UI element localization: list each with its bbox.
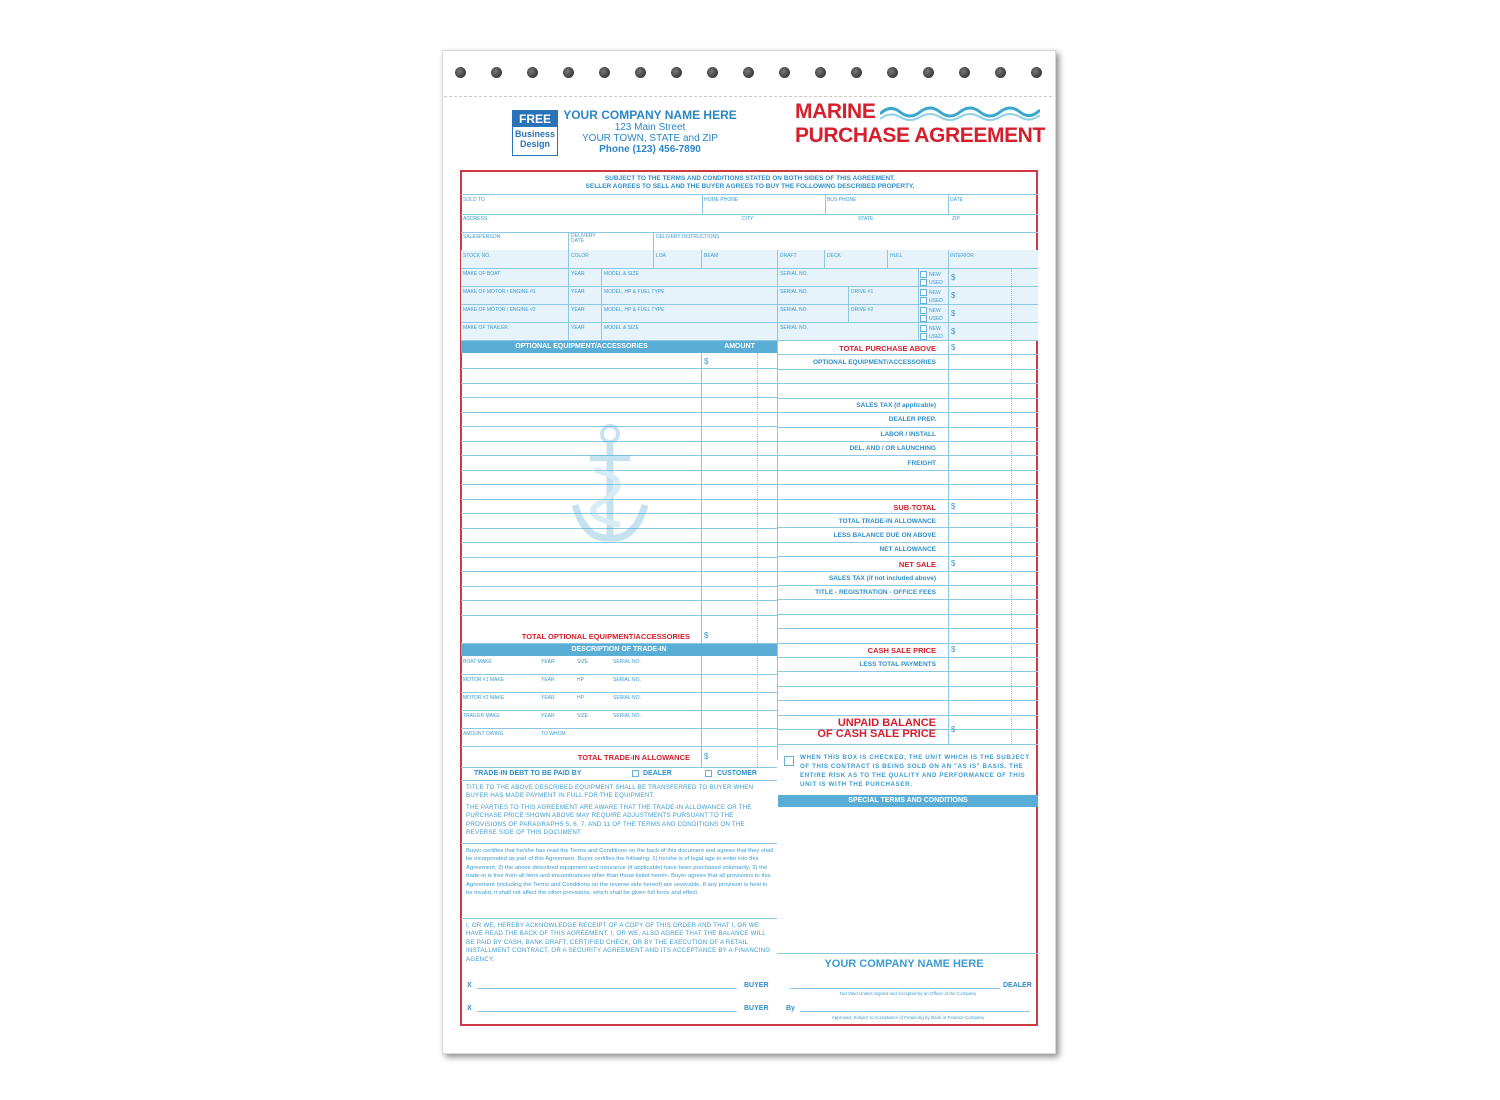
equipment-row-line[interactable] [461, 557, 777, 558]
color-label: COLOR [571, 253, 589, 259]
title-registration-label: TITLE - REGISTRATION - OFFICE FEES [815, 589, 936, 596]
binding-hole [455, 67, 466, 78]
dealer-prep-label: DEALER PREP. [888, 416, 936, 423]
net-sale-label: NET SALE [898, 560, 936, 569]
dollar-sign: $ [704, 631, 709, 640]
summary-row-line [777, 441, 1038, 442]
less-payments-label: LESS TOTAL PAYMENTS [859, 661, 936, 668]
dollar-sign: $ [951, 309, 956, 318]
cash-sale-price-label: CASH SALE PRICE [867, 646, 936, 655]
new-checkbox[interactable] [920, 289, 927, 296]
amount-owing-label: AMOUNT OWING [463, 731, 504, 737]
dollar-sign: $ [704, 752, 709, 761]
summary-row-line [777, 455, 1038, 456]
unpaid-line1: UNPAID BALANCE [837, 717, 936, 729]
legal-title-paragraph: TITLE TO THE ABOVE DESCRIBED EQUIPMENT SHALL BE TRANSFERRED TO BUYER WHEN BUYER HAS MADE PAYMENT IN FULL FOR THE EQUIPMENT. [466, 784, 754, 800]
legal-certification-paragraph: Buyer certifies that he/she has read the Terms and Conditions on the back of this document and agrees that they shall be incorporated as part of this Agreement. Buyer certifies the following: 1) he/she is of legal age to enter into this Agreement; 2) the above described equipment and insurance (if applicable) have been purchased voluntarily; 3) the trade-in is free from all liens and encumbrances other than those listed herein. Buyer agrees that all provisions to this Agreement (including the Terms and Conditions on the reverse side hereof) are severable. If any provision is held to be invalid, it shall not affect the other provisions, which shall be given full force and effect. [466, 848, 774, 897]
binding-hole [563, 67, 574, 78]
summary-row-line [777, 614, 1038, 615]
summary-row-line [777, 484, 1038, 485]
total-optional-label: TOTAL OPTIONAL EQUIPMENT/ACCESSORIES [521, 632, 690, 641]
binding-hole [887, 67, 898, 78]
equipment-row-line[interactable] [461, 412, 777, 413]
used-label: USED [929, 316, 943, 322]
deck-label: DECK [827, 253, 841, 259]
perforation-line [444, 96, 1052, 97]
summary-row-line [777, 542, 1038, 543]
new-label: NEW [929, 290, 941, 296]
company-name: YOUR COMPANY NAME HERE [563, 108, 737, 122]
used-checkbox[interactable] [920, 279, 927, 286]
binding-hole [527, 67, 538, 78]
launching-label: DEL. AND / OR LAUNCHING [849, 445, 936, 452]
used-checkbox[interactable] [920, 315, 927, 322]
binding-hole [815, 67, 826, 78]
buyer-x-mark: X [467, 1005, 472, 1012]
dollar-sign: $ [951, 559, 956, 568]
summary-row-line [777, 427, 1038, 428]
equipment-row-line[interactable] [461, 383, 777, 384]
new-checkbox[interactable] [920, 271, 927, 278]
size-label: SIZE [577, 713, 589, 719]
summary-row-line [777, 628, 1038, 629]
tradein-header: DESCRIPTION OF TRADE-IN [461, 644, 777, 656]
binding-hole [779, 67, 790, 78]
hp-label: HP [577, 677, 584, 683]
anchor-icon [565, 420, 655, 550]
summary-row-line [777, 383, 1038, 384]
buyer-signature-line[interactable] [477, 1011, 737, 1012]
dollar-sign: $ [951, 273, 956, 282]
dealer-option-label: DEALER [643, 770, 672, 777]
customer-checkbox[interactable] [705, 770, 712, 777]
company-street: 123 Main Street [614, 122, 686, 133]
drive2-label: DRIVE #2 [851, 307, 874, 313]
binding-hole [671, 67, 682, 78]
subject-line2: SELLER AGREES TO SELL AND THE BUYER AGREES TO BUY THE FOLLOWING DESCRIBED PROPERTY. [585, 183, 915, 190]
dealer-signature-line[interactable] [790, 988, 1000, 989]
motor1-make-label: MOTOR #1 MAKE [463, 677, 505, 683]
as-is-clause: WHEN THIS BOX IS CHECKED, THE UNIT WHICH IS THE SUBJECT OF THIS CONTRACT IS BEING SOLD ON AN "AS IS" BASIS. THE ENTIRE RISK AS TO THE QUALITY AND PERFORMANCE OF THIS UNIT IS WITH THE PURCHASER. [800, 754, 1030, 788]
free-design-badge [512, 110, 558, 156]
binding-hole [491, 67, 502, 78]
state-label: STATE [858, 216, 874, 222]
stock-no-label: STOCK NO. [463, 253, 491, 259]
draft-label: DRAFT [780, 253, 797, 259]
equipment-row-line[interactable] [461, 571, 777, 572]
beam-label: BEAM [704, 253, 719, 259]
serial-label: SERIAL NO. [780, 307, 808, 313]
date-label: DATE [950, 197, 963, 203]
dollar-sign: $ [704, 357, 709, 366]
zip-label: ZIP [952, 216, 960, 222]
make-boat-label: MAKE OF BOAT [463, 271, 501, 277]
serial-label: SERIAL NO. [780, 271, 808, 277]
serial-label: SERIAL NO. [780, 289, 808, 295]
serial-label: SERIAL NO. [613, 677, 641, 683]
serial-label: SERIAL NO. [613, 713, 641, 719]
dollar-sign: $ [951, 502, 956, 511]
dealer-checkbox[interactable] [632, 770, 639, 777]
subject-notice [462, 175, 1038, 191]
tradein-debt-label: TRADE-IN DEBT TO BE PAID BY [474, 770, 582, 777]
equipment-row-line[interactable] [461, 615, 777, 616]
legal-acknowledge-paragraph: I, OR WE, HEREBY ACKNOWLEDGE RECEIPT OF A COPY OF THIS ORDER AND THAT I, OR WE HAVE READ THE BACK OF THIS AGREEMENT. I, OR WE, ALSO AGREE THAT THE BALANCE WILL BE PAID BY CASH, BANK DRAFT, CERTIFIED CHECK, OR BY THE EXECUTION OF A RETAIL INSTALLMENT CONTRACT, OR A SECURITY AGREEMENT AND ITS ACCEPTANCE BY A FINANCING AGENCY. [466, 922, 771, 963]
summary-row-line [777, 599, 1038, 600]
salesperson-label: SALESPERSON [463, 234, 501, 240]
equipment-row-line[interactable] [461, 586, 777, 587]
year-label: YEAR [571, 307, 585, 313]
dollar-sign: $ [951, 327, 956, 336]
company-block [560, 108, 740, 155]
unpaid-line2: OF CASH SALE PRICE [817, 728, 936, 740]
make-motor1-label: MAKE OF MOTOR / ENGINE #1 [463, 289, 536, 295]
summary-row-line [777, 412, 1038, 413]
binding-hole [599, 67, 610, 78]
year-label: YEAR [571, 325, 585, 331]
summary-row-line [777, 585, 1038, 586]
year-label: YEAR [571, 271, 585, 277]
dealer-company-name: YOUR COMPANY NAME HERE [824, 958, 984, 970]
summary-optional-label: OPTIONAL EQUIPMENT/ACCESSORIES [812, 359, 936, 366]
by-signature-line[interactable] [800, 1011, 1030, 1012]
summary-row-line [777, 499, 1038, 500]
special-terms-header: SPECIAL TERMS AND CONDITIONS [778, 795, 1038, 807]
sales-tax2-label: SALES TAX (if not included above) [828, 575, 936, 582]
summary-row-line [777, 671, 1038, 672]
serial-label: SERIAL NO. [780, 325, 808, 331]
year-label: YEAR [541, 677, 555, 683]
trailer-make-label: TRAILER MAKE [463, 713, 500, 719]
binding-hole [995, 67, 1006, 78]
binding-hole [959, 67, 970, 78]
new-checkbox[interactable] [920, 325, 927, 332]
new-label: NEW [929, 272, 941, 278]
loa-label: LOA [656, 253, 667, 259]
title-line2: PURCHASE AGREEMENT [795, 124, 1045, 147]
buyer-label: BUYER [744, 982, 769, 989]
buyer-signature-line[interactable] [477, 988, 737, 989]
dealer-label: DEALER [1003, 982, 1032, 989]
new-label: NEW [929, 308, 941, 314]
approved-note: Approved, Subject to Acceptance of Financing by Bank or Finance Company [831, 1015, 985, 1020]
not-valid-note: Not Valid Unless Signed and Accepted by an Officer of the Company [839, 991, 977, 996]
binding-hole [635, 67, 646, 78]
summary-row-line [777, 398, 1038, 399]
equipment-row-line[interactable] [461, 600, 777, 601]
size-label: SIZE [577, 659, 589, 665]
buyer-label: BUYER [744, 1005, 769, 1012]
total-purchase-label: TOTAL PURCHASE ABOVE [839, 344, 936, 353]
summary-row-line [777, 470, 1038, 471]
used-label: USED [929, 298, 943, 304]
summary-row-line [777, 715, 1038, 716]
binding-hole [851, 67, 862, 78]
to-whom-label: TO WHOM [541, 731, 566, 737]
company-city: YOUR TOWN, STATE and ZIP [582, 133, 718, 144]
total-tradein-label: TOTAL TRADE-IN ALLOWANCE [577, 753, 690, 762]
subject-line1: SUBJECT TO THE TERMS AND CONDITIONS STATED ON BOTH SIDES OF THIS AGREEMENT. [604, 175, 896, 182]
binding-hole [1031, 67, 1042, 78]
as-is-checkbox[interactable] [784, 756, 794, 766]
unpaid-balance-label [780, 718, 936, 740]
trade-allowance-label: TOTAL TRADE-IN ALLOWANCE [838, 518, 936, 525]
delivery-instructions-label: DELIVERY INSTRUCTIONS [656, 234, 720, 240]
customer-option-label: CUSTOMER [717, 770, 757, 777]
model-hp-label: MODEL, HP & FUEL TYPE [604, 307, 665, 313]
home-phone-label: HOME PHONE [704, 197, 739, 203]
year-label: YEAR [541, 713, 555, 719]
delivery-date-label: DELIVERY DATE [571, 233, 596, 244]
sold-to-label: SOLD TO [463, 197, 485, 203]
binding-hole [743, 67, 754, 78]
city-label: CITY [742, 216, 754, 222]
badge-line2: Design [519, 139, 550, 149]
year-label: YEAR [541, 659, 555, 665]
serial-label: SERIAL NO. [613, 695, 641, 701]
used-label: USED [929, 334, 943, 340]
hp-label: HP [577, 695, 584, 701]
optional-equipment-header: OPTIONAL EQUIPMENT/ACCESSORIES [461, 341, 702, 353]
drive1-label: DRIVE #1 [851, 289, 874, 295]
by-label: By [786, 1005, 795, 1012]
model-size-label: MODEL & SIZE [604, 325, 639, 331]
new-checkbox[interactable] [920, 307, 927, 314]
hull-label: HULL [890, 253, 903, 259]
year-label: YEAR [541, 695, 555, 701]
legal-adjustments-paragraph: THE PARTIES TO THIS AGREEMENT ARE AWARE THAT THE TRADE-IN ALLOWANCE OR THE PURCHASE PRICE SHOWN ABOVE MAY REQUIRE ADJUSTMENTS PURSUANT TO THE PROVISIONS OF PARAGRAPHS 5, 6, 7, AND 11 OF THE TERMS AND CONDITIONS ON THE REVERSE SIDE OF THIS DOCUMENT. [466, 804, 752, 837]
serial-label: SERIAL NO. [613, 659, 641, 665]
interior-label: INTERIOR [950, 253, 974, 259]
dollar-sign: $ [951, 645, 956, 654]
binding-hole [923, 67, 934, 78]
motor2-make-label: MOTOR #2 MAKE [463, 695, 505, 701]
amount-header: AMOUNT [702, 341, 777, 353]
less-balance-label: LESS BALANCE DUE ON ABOVE [833, 532, 936, 539]
summary-row-line [777, 571, 1038, 572]
make-motor2-label: MAKE OF MOTOR / ENGINE #2 [463, 307, 536, 313]
summary-row-line [777, 657, 1038, 658]
summary-row-line [777, 556, 1038, 557]
buyer-x-mark: X [467, 982, 472, 989]
used-checkbox[interactable] [920, 297, 927, 304]
boat-make-label: BOAT MAKE [463, 659, 492, 665]
summary-row-line [777, 643, 1038, 644]
badge-line1: Business [514, 129, 556, 139]
new-label: NEW [929, 326, 941, 332]
make-trailer-label: MAKE OF TRAILER [463, 325, 508, 331]
dollar-sign: $ [951, 343, 956, 352]
freight-label: FREIGHT [907, 460, 936, 467]
equipment-row-line[interactable] [461, 368, 777, 369]
net-allowance-label: NET ALLOWANCE [879, 546, 936, 553]
summary-row-line [777, 527, 1038, 528]
summary-row-line [777, 513, 1038, 514]
wave-icon [880, 102, 1040, 122]
title-line1: MARINE [795, 100, 876, 123]
equipment-row-line[interactable] [461, 397, 777, 398]
company-phone: Phone (123) 456-7890 [599, 144, 701, 155]
labor-install-label: LABOR / INSTALL [880, 431, 936, 438]
summary-row-line [777, 686, 1038, 687]
used-label: USED [929, 280, 943, 286]
used-checkbox[interactable] [920, 333, 927, 340]
binding-hole [707, 67, 718, 78]
dollar-sign: $ [951, 725, 956, 734]
subtotal-label: SUB-TOTAL [893, 503, 936, 512]
summary-row-line [777, 369, 1038, 370]
sales-tax-label: SALES TAX (if applicable) [856, 402, 936, 409]
year-label: YEAR [571, 289, 585, 295]
model-hp-label: MODEL, HP & FUEL TYPE [604, 289, 665, 295]
bus-phone-label: BUS PHONE [827, 197, 857, 203]
summary-row-line [777, 700, 1038, 701]
address-label: ADDRESS [463, 216, 488, 222]
badge-free: FREE [513, 111, 557, 127]
dollar-sign: $ [951, 291, 956, 300]
model-size-label: MODEL & SIZE [604, 271, 639, 277]
